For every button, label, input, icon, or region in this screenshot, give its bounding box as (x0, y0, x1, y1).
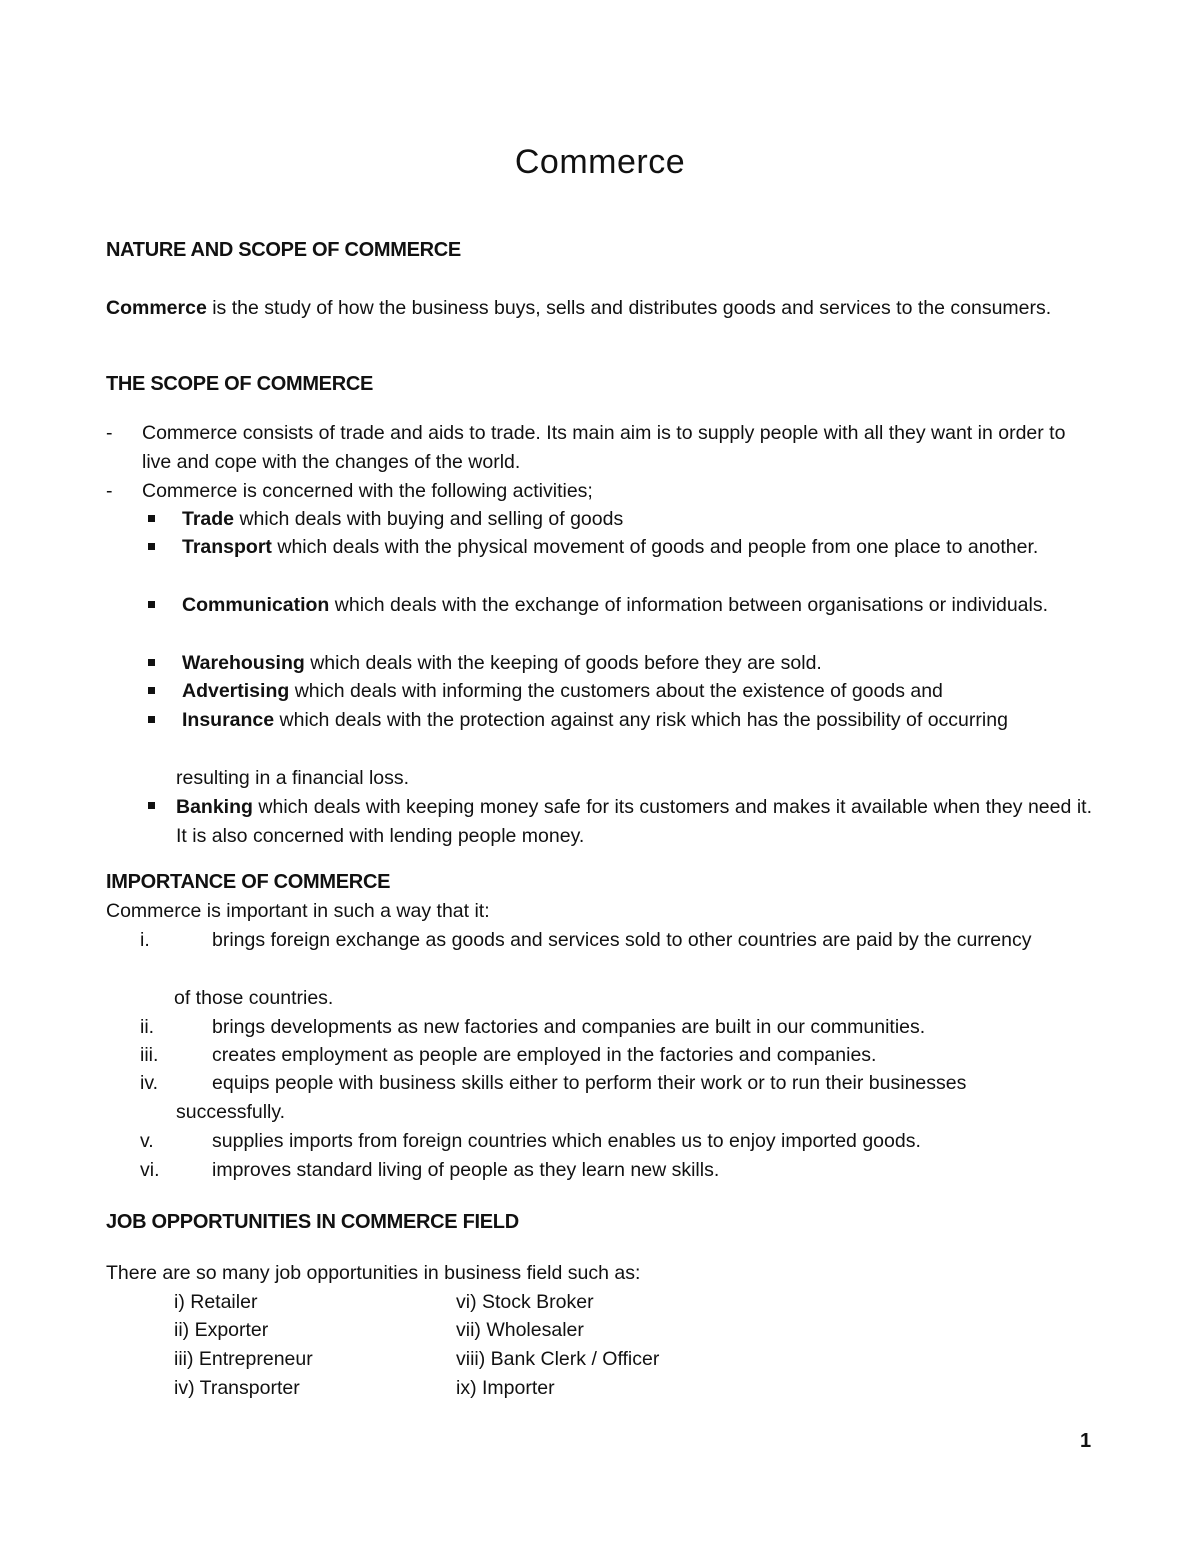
list-number: iii. (140, 1044, 159, 1066)
document-title: Commerce (514, 143, 686, 181)
activity-text: which deals with informing the customers about the existence of goods and (289, 680, 943, 702)
job-item: vi) Stock Broker (456, 1291, 594, 1313)
activity-term: Trade (182, 508, 235, 530)
heading-nature-scope: NATURE AND SCOPE OF COMMERCE (106, 239, 461, 261)
importance-item: brings foreign exchange as goods and services sold to other countries are paid by the currency (212, 929, 1032, 951)
list-number: i. (140, 929, 150, 951)
scope-point-2: Commerce is concerned with the following activities; (142, 480, 593, 502)
activity-insurance-continuation: resulting in a financial loss. (176, 767, 410, 789)
job-item: ii) Exporter (174, 1319, 269, 1341)
activity-text: which deals with buying and selling of goods (234, 508, 624, 530)
definition-term: Commerce (106, 297, 207, 319)
square-bullet-icon (148, 543, 155, 550)
activity-warehousing (182, 649, 1092, 678)
importance-intro: Commerce is important in such a way that it: (106, 900, 490, 922)
job-item: viii) Bank Clerk / Officer (456, 1348, 660, 1370)
activity-term: Communication (182, 594, 330, 616)
job-item: i) Retailer (174, 1291, 258, 1313)
list-number: vi. (140, 1159, 160, 1181)
dash-marker: - (106, 480, 113, 502)
scope-point-1: Commerce consists of trade and aids to trade. Its main aim is to supply people with all they want in order to live and cope with the changes of the world. (142, 422, 1066, 473)
activity-trade (182, 505, 1092, 534)
square-bullet-icon (148, 716, 155, 723)
importance-item: equips people with business skills either to perform their work or to run their businesses (212, 1072, 967, 1094)
activity-text: which deals with the keeping of goods before they are sold. (304, 652, 822, 674)
square-bullet-icon (148, 659, 155, 666)
activity-text: which deals with keeping money safe for its customers and makes it available when they need it. It is also concerned with lending people money. (176, 796, 1092, 847)
activity-communication (182, 591, 1092, 620)
heading-importance: IMPORTANCE OF COMMERCE (106, 871, 391, 893)
list-number: iv. (140, 1072, 159, 1094)
activity-banking (176, 793, 1092, 850)
list-number: v. (140, 1130, 154, 1152)
importance-item: improves standard living of people as they learn new skills. (212, 1159, 720, 1181)
activity-term: Banking (176, 796, 253, 818)
activity-term: Advertising (182, 680, 290, 702)
importance-item: brings developments as new factories and companies are built in our communities. (212, 1016, 926, 1038)
activity-term: Transport (182, 536, 272, 558)
heading-job-opportunities: JOB OPPORTUNITIES IN COMMERCE FIELD (106, 1211, 519, 1233)
page-number: 1 (1080, 1430, 1092, 1452)
square-bullet-icon (148, 601, 155, 608)
job-item: ix) Importer (456, 1377, 555, 1399)
activity-term: Insurance (182, 709, 275, 731)
definition-text: is the study of how the business buys, sells and distributes goods and services to the consumers. (206, 297, 1052, 319)
activity-transport (182, 533, 1092, 562)
heading-scope: THE SCOPE OF COMMERCE (106, 373, 374, 395)
list-number: ii. (140, 1016, 155, 1038)
dash-marker: - (106, 422, 113, 444)
importance-item: creates employment as people are employed in the factories and companies. (212, 1044, 877, 1066)
activity-insurance (182, 706, 1092, 735)
jobs-intro: There are so many job opportunities in business field such as: (106, 1262, 641, 1284)
job-item: iii) Entrepreneur (174, 1348, 313, 1370)
importance-item: supplies imports from foreign countries which enables us to enjoy imported goods. (212, 1130, 921, 1152)
square-bullet-icon (148, 687, 155, 694)
activity-text: which deals with the physical movement of goods and people from one place to another. (271, 536, 1039, 558)
activity-text: which deals with the exchange of information between organisations or individuals. (329, 594, 1049, 616)
importance-item-continuation: successfully. (176, 1101, 286, 1123)
activity-advertising (182, 677, 1092, 706)
activity-text: which deals with the protection against any risk which has the possibility of occurring (274, 709, 1008, 731)
job-item: vii) Wholesaler (456, 1319, 584, 1341)
job-item: iv) Transporter (174, 1377, 300, 1399)
activity-term: Warehousing (182, 652, 305, 674)
importance-item-continuation: of those countries. (174, 987, 334, 1009)
commerce-definition (106, 294, 1092, 323)
square-bullet-icon (148, 515, 155, 522)
square-bullet-icon (148, 802, 155, 809)
